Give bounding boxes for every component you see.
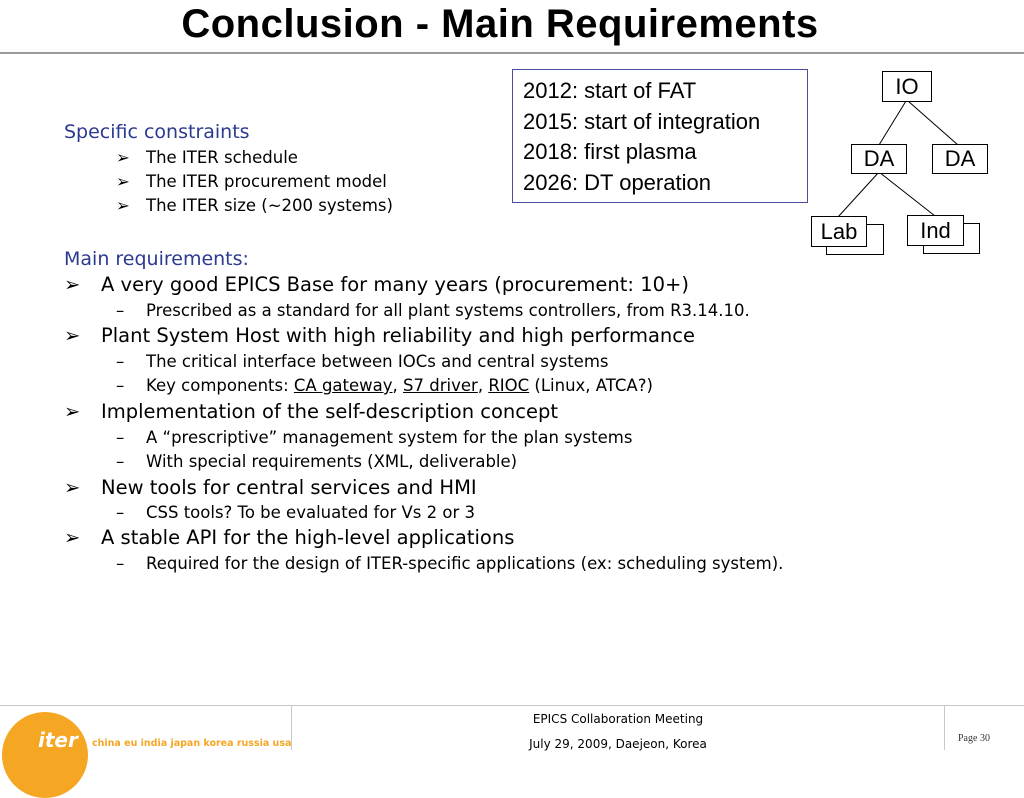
timeline-entry: 2012: start of FAT [523, 78, 697, 103]
dash-bullet: – [116, 503, 125, 522]
diagram-node-ind: Ind [907, 215, 964, 246]
iter-logo-text: iter [38, 728, 78, 752]
timeline-entry: 2015: start of integration [523, 108, 761, 134]
footer-divider [0, 705, 1024, 706]
dash-bullet: – [116, 376, 125, 395]
dash-bullet: – [116, 452, 125, 471]
arrow-bullet-icon: ➢ [64, 526, 81, 549]
timeline-entry: 2018: first plasma [523, 139, 697, 164]
s7-driver-link[interactable]: S7 driver [403, 376, 478, 395]
footer-separator [944, 706, 945, 750]
constraints-heading: Specific constraints [64, 121, 250, 143]
arrow-bullet-icon: ➢ [64, 400, 81, 423]
timeline-box [512, 69, 808, 203]
dash-bullet: – [116, 301, 125, 320]
slide-title: Conclusion - Main Requirements [181, 2, 819, 46]
connector-io-da-right [908, 101, 958, 145]
timeline-entry: 2026: DT operation [523, 169, 711, 195]
diagram-node-lab: Lab [811, 216, 867, 247]
arrow-bullet-icon: ➢ [64, 273, 81, 296]
arrow-bullet-icon: ➢ [64, 476, 81, 499]
arrow-bullet-icon: ➢ [64, 324, 81, 347]
meeting-date: July 29, 2009, Daejeon, Korea [529, 737, 707, 751]
iter-logo-tagline: china eu india japan korea russia usa [92, 738, 292, 749]
requirements-heading: Main requirements: [64, 248, 249, 270]
dash-bullet: – [116, 554, 125, 573]
diagram-node-da-right: DA [932, 144, 988, 174]
ca-gateway-link[interactable]: CA gateway [293, 376, 393, 395]
title-divider [0, 52, 1024, 54]
connector-io-da-left [879, 101, 906, 145]
connector-da-ind [879, 172, 935, 216]
dash-bullet: – [116, 428, 125, 447]
rioc-link[interactable]: RIOC [488, 376, 530, 395]
meeting-name: EPICS Collaboration Meeting [532, 712, 704, 726]
diagram-node-io: IO [882, 71, 932, 102]
arrow-bullet-icon: ➢ [116, 172, 130, 191]
connector-da-lab [838, 172, 879, 217]
arrow-bullet-icon: ➢ [116, 148, 130, 167]
iter-logo-sun [2, 712, 88, 798]
arrow-bullet-icon: ➢ [116, 196, 130, 215]
page-number: Page 30 [958, 733, 990, 744]
dash-bullet: – [116, 352, 125, 371]
diagram-node-da-left: DA [851, 144, 907, 174]
